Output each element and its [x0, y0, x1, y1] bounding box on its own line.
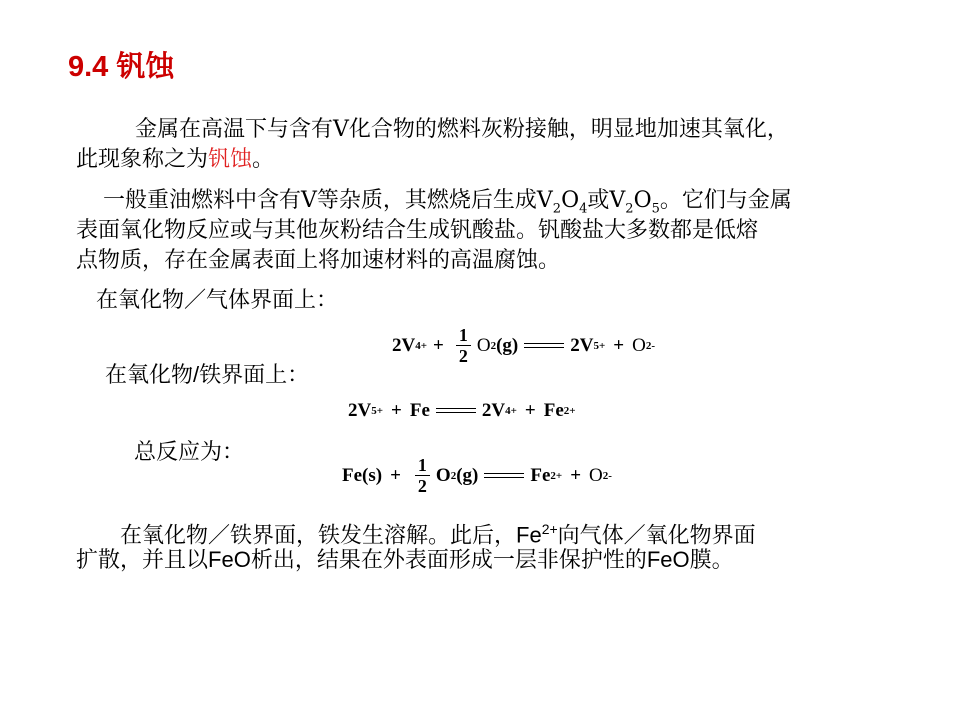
eq3-equals-arrow: [484, 472, 524, 480]
eq2-sup2: 4+: [505, 405, 517, 417]
sub-4: 4: [579, 201, 588, 217]
page-title: 9.4 钒蚀: [68, 51, 175, 83]
eq1-fraction: [456, 325, 471, 366]
eq1-equals-arrow: [524, 342, 564, 350]
intro-line-1: 金属在高温下与含有V化合物的燃料灰粉接触，明显地加速其氧化，: [135, 117, 789, 142]
equation-1: [392, 325, 655, 366]
eq1-sup: 4+: [415, 339, 428, 352]
eq1-plus: +: [433, 334, 444, 356]
sub-2a: 2: [552, 201, 562, 217]
equation-3: [342, 455, 612, 496]
or-v: 或V: [587, 188, 626, 213]
oxygen-a: O: [561, 188, 580, 213]
eq3-plus: +: [390, 464, 401, 486]
oxygen-b: O: [633, 188, 652, 213]
final-feo-1: FeO: [208, 547, 251, 572]
intro-text: 此现象称之为: [76, 147, 209, 172]
eq1-den: 2: [458, 346, 468, 366]
eq1-product1: 2V: [570, 334, 594, 356]
final-text-c: 扩散，并且以: [76, 547, 209, 572]
sub-5: 5: [651, 201, 660, 217]
eq2-product2: Fe: [543, 400, 564, 421]
intro-line-2: [76, 145, 274, 175]
label-oxide-iron: 在氧化物/铁界面上：: [105, 362, 310, 387]
para2-text-b: 。它们与金属: [659, 188, 792, 213]
eq2-product1: 2V: [481, 400, 506, 421]
final-feo-2: FeO: [646, 547, 690, 572]
sub-2b: 2: [625, 201, 634, 217]
final-fe: Fe: [516, 522, 542, 548]
eq3-num: 1: [415, 455, 430, 476]
eq1-reactant: 2V: [392, 334, 416, 356]
eq1-plus2: +: [613, 334, 625, 356]
equation-2: [348, 400, 576, 422]
eq3-product2: O: [589, 464, 603, 486]
eq1-num: 1: [456, 325, 471, 346]
final-text-b: 向气体／氧化物界面: [557, 522, 756, 548]
eq3-gas: (g): [456, 464, 479, 486]
label-overall: 总反应为：: [134, 440, 245, 465]
label-oxide-gas: 在氧化物／气体界面上：: [96, 288, 339, 313]
eq3-product1: Fe: [530, 464, 551, 486]
eq3-reactant: Fe(s): [342, 464, 383, 486]
eq3-sup1: 2+: [550, 469, 563, 482]
eq2-equals-arrow: [436, 407, 476, 415]
final-line-2: [76, 545, 734, 575]
eq2-plus: +: [391, 400, 402, 421]
eq3-o2-sub: 2: [450, 469, 457, 482]
eq2-iron: Fe: [409, 400, 430, 421]
eq2-sup3: 2+: [563, 405, 576, 417]
eq2-reactant: 2V: [348, 400, 372, 421]
final-text-e: 膜。: [689, 547, 734, 572]
eq1-sup3: 2-: [645, 339, 655, 352]
eq2-sup: 5+: [371, 405, 384, 417]
eq1-sup2: 5+: [593, 339, 606, 352]
final-fe-sup: 2+: [541, 521, 558, 537]
term-vanadium-corrosion: 钒蚀: [208, 147, 253, 172]
eq1-o2-sub: 2: [490, 339, 497, 352]
para2-line-2: 表面氧化物反应或与其他灰粉结合生成钒酸盐。钒酸盐大多数都是低熔: [76, 218, 759, 243]
eq3-fraction: [415, 455, 430, 496]
eq1-o2: O: [476, 334, 491, 356]
intro-period: 。: [252, 147, 275, 172]
eq1-gas: (g): [496, 334, 519, 356]
eq3-plus2: +: [570, 464, 582, 486]
eq3-den: 2: [417, 476, 427, 496]
final-text-d: 析出，结果在外表面形成一层非保护性的: [250, 547, 647, 572]
eq3-sup2: 2-: [602, 469, 612, 482]
para2-line-3: 点物质，存在金属表面上将加速材料的高温腐蚀。: [76, 248, 561, 273]
eq1-product2: O: [632, 334, 646, 356]
eq3-o2: O: [435, 464, 451, 486]
eq2-plus2: +: [524, 400, 536, 421]
final-text-a: 在氧化物／铁界面，铁发生溶解。此后，: [120, 522, 517, 548]
para2-text-a: 一般重油燃料中含有V等杂质，其燃烧后生成V: [103, 188, 553, 213]
